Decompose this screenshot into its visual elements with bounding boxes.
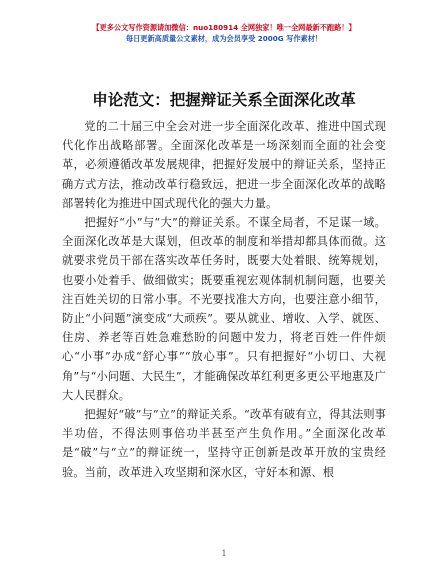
promo-banner-line-1: 【更多公文写作资源请加微信：nuo180914 全网独家！唯一全网最新不跑路！】 — [92, 23, 356, 32]
page-number: 1 — [221, 549, 227, 558]
promo-banner — [0, 22, 448, 44]
promo-banner-line-2: 每日更新高质量公文素材，成为会员享受 2000G 写作素材！ — [125, 34, 323, 43]
paragraph-break-and-build: 把握好“破”与“立”的辩证关系。“改革有破有立，得其法则事半功倍，不得法则事倍功半甚至产生负作用。”全面深化改革是“破”与“立”的辩证统一，坚持守正创新是改革开放的宝贵经验。当前，改革进入攻坚期和深水区，守好本和源、根 — [62, 408, 386, 479]
paragraph-intro: 党的二十届三中全会对进一步全面深化改革、推进中国式现代化作出战略部署。全面深化改革是一场深刻而全面的社会变革，必须遵循改革发展规律，把握好发展中的辩证关系，坚持正确方式方法，推动改革行稳致远，把进一步全面深化改革的战略部署转化为推进中国式现代化的强大力量。 — [62, 120, 386, 210]
document-title: 申论范文：把握辩证关系全面深化改革 — [92, 91, 356, 109]
paragraph-small-and-big: 把握好“小”与“大”的辩证关系。不谋全局者，不足谋一域。全面深化改革是大谋划，但改革的制度和举措却都具体而微。这就要求党员干部在落实改革任务时，既要大处着眼、统筹规划，也要小处着手、做细做实；既要重视宏观体制机制问题，也要关注百姓关切的日常小事。不光要找准大方向，也要注意小细节，防止“小问题”演变成“大顽疾”。要从就业、增收、入学、就医、住房、养老等百姓急难愁盼的问题中发力，将老百姓一件件烦心“小事”办成“舒心事”“放心事”。只有把握好“小切口、大视角”与“小问题、大民生”，才能确保改革红利更多更公平地惠及广大人民群众。 — [62, 216, 386, 402]
document-body — [62, 117, 386, 482]
